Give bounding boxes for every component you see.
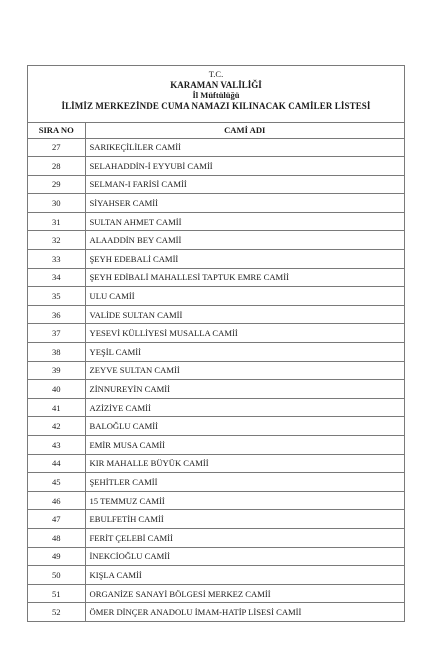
document-header: [28, 66, 404, 123]
mosque-table: [28, 123, 404, 621]
mosque-name: YESEVİ KÜLLİYESİ MUSALLA CAMİİ: [85, 324, 404, 343]
table-row: [28, 417, 404, 436]
mosque-name: ŞEYH EDEBALİ CAMİİ: [85, 250, 404, 269]
table-row: [28, 603, 404, 622]
row-number: 43: [28, 436, 85, 455]
table-row: [28, 250, 404, 269]
mosque-name: ZEYVE SULTAN CAMİİ: [85, 361, 404, 380]
row-number: 32: [28, 231, 85, 250]
table-row: [28, 380, 404, 399]
table-row: [28, 212, 404, 231]
table-row: [28, 361, 404, 380]
table-row: [28, 491, 404, 510]
mosque-name: VALİDE SULTAN CAMİİ: [85, 305, 404, 324]
table-row: [28, 324, 404, 343]
table-row: [28, 231, 404, 250]
mosque-name: ŞEHİTLER CAMİİ: [85, 473, 404, 492]
table-row: [28, 138, 404, 157]
mosque-name: YEŞİL CAMİİ: [85, 343, 404, 362]
table-row: [28, 398, 404, 417]
row-number: 46: [28, 491, 85, 510]
row-number: 44: [28, 454, 85, 473]
row-number: 51: [28, 584, 85, 603]
document-title: İLİMİZ MERKEZİNDE CUMA NAMAZI KILINACAK CAMİLER LİSTESİ: [61, 100, 371, 111]
mosque-name: SELAHADDİN-İ EYYUBİ CAMİİ: [85, 157, 404, 176]
row-number: 31: [28, 212, 85, 231]
mosque-name: SİYAHSER CAMİİ: [85, 194, 404, 213]
mosque-name: ORGANİZE SANAYİ BÖLGESİ MERKEZ CAMİİ: [85, 584, 404, 603]
row-number: 39: [28, 361, 85, 380]
table-row: [28, 343, 404, 362]
table-row: [28, 510, 404, 529]
mosque-name: SARIKEÇİLİLER CAMİİ: [85, 138, 404, 157]
mosque-name: İNEKCİOĞLU CAMİİ: [85, 547, 404, 566]
row-number: 29: [28, 175, 85, 194]
header-line-governorship: KARAMAN VALİLİĞİ: [170, 79, 262, 90]
mosque-name: SULTAN AHMET CAMİİ: [85, 212, 404, 231]
row-number: 33: [28, 250, 85, 269]
column-header-no: SIRA NO: [28, 123, 85, 138]
mosque-name: EBULFETİH CAMİİ: [85, 510, 404, 529]
row-number: 27: [28, 138, 85, 157]
table-row: [28, 547, 404, 566]
table-header-row: [28, 123, 404, 138]
row-number: 49: [28, 547, 85, 566]
row-number: 40: [28, 380, 85, 399]
header-line-mufti-office: İl Müftülüğü: [192, 90, 240, 101]
table-row: [28, 287, 404, 306]
row-number: 41: [28, 398, 85, 417]
mosque-name: ULU CAMİİ: [85, 287, 404, 306]
row-number: 30: [28, 194, 85, 213]
column-header-name: CAMİ ADI: [85, 123, 404, 138]
mosque-name: ŞEYH EDİBALİ MAHALLESİ TAPTUK EMRE CAMİİ: [85, 268, 404, 287]
row-number: 36: [28, 305, 85, 324]
mosque-name: 15 TEMMUZ CAMİİ: [85, 491, 404, 510]
mosque-name: SELMAN-I FARİSİ CAMİİ: [85, 175, 404, 194]
mosque-name: KIŞLA CAMİİ: [85, 566, 404, 585]
row-number: 28: [28, 157, 85, 176]
header-line-tc: T.C.: [208, 69, 224, 79]
table-row: [28, 268, 404, 287]
mosque-name: KIR MAHALLE BÜYÜK CAMİİ: [85, 454, 404, 473]
table-row: [28, 473, 404, 492]
row-number: 35: [28, 287, 85, 306]
table-row: [28, 566, 404, 585]
table-row: [28, 175, 404, 194]
mosque-name: ÖMER DİNÇER ANADOLU İMAM-HATİP LİSESİ CAMİİ: [85, 603, 404, 622]
table-body: [28, 138, 404, 621]
mosque-list-sheet: [27, 65, 405, 622]
table-row: [28, 436, 404, 455]
table-row: [28, 584, 404, 603]
row-number: 50: [28, 566, 85, 585]
row-number: 38: [28, 343, 85, 362]
row-number: 34: [28, 268, 85, 287]
table-row: [28, 305, 404, 324]
mosque-name: ALAADDİN BEY CAMİİ: [85, 231, 404, 250]
mosque-name: ZİNNUREYİN CAMİİ: [85, 380, 404, 399]
table-row: [28, 194, 404, 213]
table-row: [28, 454, 404, 473]
row-number: 48: [28, 528, 85, 547]
row-number: 52: [28, 603, 85, 622]
row-number: 45: [28, 473, 85, 492]
mosque-name: BALOĞLU CAMİİ: [85, 417, 404, 436]
table-row: [28, 528, 404, 547]
mosque-name: EMİR MUSA CAMİİ: [85, 436, 404, 455]
row-number: 47: [28, 510, 85, 529]
row-number: 42: [28, 417, 85, 436]
table-row: [28, 157, 404, 176]
mosque-name: FERİT ÇELEBİ CAMİİ: [85, 528, 404, 547]
mosque-name: AZİZİYE CAMİİ: [85, 398, 404, 417]
row-number: 37: [28, 324, 85, 343]
